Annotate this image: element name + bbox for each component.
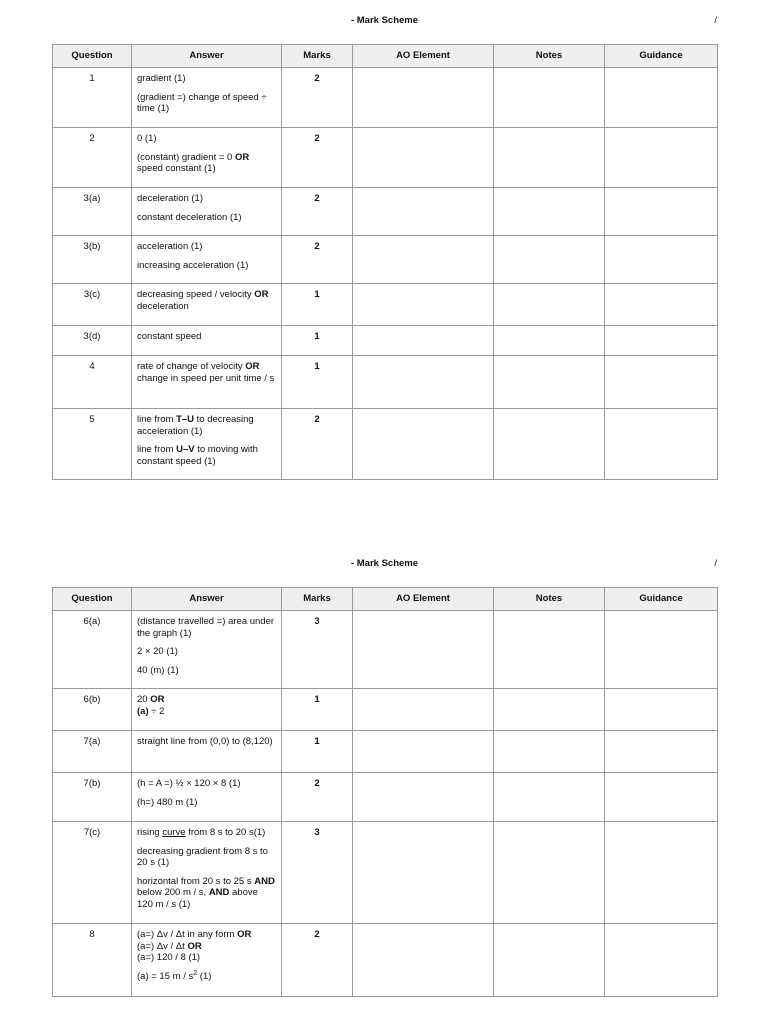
answer-text: (distance travelled =) area under the graph (1) [137, 616, 275, 639]
answer-keyword: U–V [176, 444, 195, 455]
answer-line [137, 876, 276, 911]
guidance-cell [605, 611, 718, 689]
table-row [53, 822, 718, 924]
question-cell: 7(b) [53, 773, 132, 822]
table-row [53, 236, 718, 284]
marks-cell: 2 [282, 409, 353, 480]
answer-text: constant deceleration (1) [137, 211, 242, 223]
guidance-cell [605, 731, 718, 773]
question-cell: 4 [53, 356, 132, 409]
marks-cell: 1 [282, 284, 353, 326]
question-cell: 3(c) [53, 284, 132, 326]
answer-keyword: OR [187, 940, 202, 952]
notes-cell [494, 188, 605, 236]
answer-line [137, 616, 276, 639]
answer-cell [132, 326, 282, 356]
notes-cell [494, 326, 605, 356]
guidance-cell [605, 68, 718, 128]
answer-cell [132, 731, 282, 773]
question-cell: 6(a) [53, 611, 132, 689]
marks-cell: 2 [282, 68, 353, 128]
guidance-cell [605, 409, 718, 480]
answer-line [137, 414, 276, 437]
answer-text: ÷ 2 [148, 705, 165, 717]
question-cell: 2 [53, 128, 132, 188]
notes-cell [494, 356, 605, 409]
table-row [53, 128, 718, 188]
answer-text: change in speed per unit time / s [137, 372, 275, 384]
notes-cell [494, 689, 605, 731]
table-row [53, 773, 718, 822]
answer-text: from 8 s to 20 s(1) [185, 827, 266, 838]
answer-line [137, 665, 276, 677]
answer-keyword: OR [234, 151, 250, 163]
page-title: - Mark Scheme [350, 15, 419, 26]
marks-cell: 3 [282, 611, 353, 689]
answer-text: gradient (1) [137, 73, 186, 84]
guidance-cell [605, 188, 718, 236]
answer-line [137, 797, 276, 809]
ao-element-cell [353, 773, 494, 822]
table-row [53, 409, 718, 480]
table-row [53, 284, 718, 326]
notes-cell [494, 731, 605, 773]
answer-cell [132, 356, 282, 409]
question-cell: 7(a) [53, 731, 132, 773]
mark-scheme-table-1 [52, 44, 718, 480]
column-header-answer: Answer [132, 588, 282, 611]
answer-line [137, 846, 276, 869]
marks-cell: 2 [282, 924, 353, 997]
mark-scheme-table-2 [52, 587, 718, 997]
column-header-answer: Answer [132, 45, 282, 68]
answer-text: (a=) Δv / Δt [137, 940, 188, 952]
notes-cell [494, 611, 605, 689]
answer-cell [132, 68, 282, 128]
answer-line [137, 971, 276, 983]
answer-text: deceleration [137, 300, 189, 312]
notes-cell [494, 822, 605, 924]
table-row [53, 611, 718, 689]
notes-cell [494, 284, 605, 326]
answer-line [137, 152, 276, 175]
question-cell: 7(c) [53, 822, 132, 924]
answer-line [137, 778, 276, 790]
header-slash: / [714, 558, 717, 569]
answer-cell [132, 409, 282, 480]
answer-line [137, 646, 276, 658]
column-header-guidance: Guidance [605, 45, 718, 68]
guidance-cell [605, 236, 718, 284]
answer-text: (1) [197, 970, 212, 982]
answer-keyword: (a) [137, 705, 149, 717]
answer-text: constant speed [137, 331, 202, 342]
answer-keyword: OR [245, 361, 260, 372]
answer-text: deceleration (1) [137, 193, 204, 204]
answer-text: below 200 m / s, [137, 887, 209, 898]
ao-element-cell [353, 689, 494, 731]
answer-text: to moving with constant speed (1) [137, 444, 258, 467]
marks-cell: 1 [282, 731, 353, 773]
ao-element-cell [353, 924, 494, 997]
answer-keyword: AND [208, 887, 230, 898]
answer-text: 2 × 20 (1) [137, 646, 178, 657]
answer-text: 0 (1) [137, 133, 157, 144]
answer-keyword: OR [254, 289, 269, 300]
ao-element-cell [353, 409, 494, 480]
answer-line [137, 929, 276, 964]
answer-line [137, 827, 276, 839]
ao-element-cell [353, 731, 494, 773]
answer-cell [132, 773, 282, 822]
answer-cell [132, 236, 282, 284]
table-row [53, 188, 718, 236]
marks-cell: 3 [282, 822, 353, 924]
answer-text: 20 [137, 694, 151, 705]
answer-text: (a=) 120 / 8 (1) [137, 952, 201, 963]
ao-element-cell [353, 611, 494, 689]
page-header-1 [52, 15, 717, 29]
ao-element-cell [353, 236, 494, 284]
answer-keyword: OR [150, 694, 165, 705]
notes-cell [494, 236, 605, 284]
question-cell: 3(d) [53, 326, 132, 356]
ao-element-cell [353, 356, 494, 409]
answer-cell [132, 611, 282, 689]
table-row [53, 356, 718, 409]
answer-line [137, 736, 276, 748]
column-header-marks: Marks [282, 588, 353, 611]
table-row [53, 68, 718, 128]
column-header-ao-element: AO Element [353, 45, 494, 68]
page-header-2 [52, 558, 717, 572]
notes-cell [494, 68, 605, 128]
answer-text: (a=) Δv / Δt in any form [137, 929, 238, 940]
ao-element-cell [353, 326, 494, 356]
table-row [53, 326, 718, 356]
question-cell: 1 [53, 68, 132, 128]
answer-cell [132, 924, 282, 997]
answer-keyword: OR [237, 929, 252, 940]
answer-text: (gradient =) change of speed ÷ time (1) [137, 91, 267, 114]
question-cell: 3(b) [53, 236, 132, 284]
notes-cell [494, 773, 605, 822]
answer-line [137, 92, 276, 115]
column-header-question: Question [53, 588, 132, 611]
answer-line [137, 241, 276, 253]
notes-cell [494, 128, 605, 188]
ao-element-cell [353, 68, 494, 128]
answer-cell [132, 284, 282, 326]
column-header-guidance: Guidance [605, 588, 718, 611]
guidance-cell [605, 773, 718, 822]
answer-text: decreasing speed / velocity [137, 289, 255, 300]
marks-cell: 2 [282, 128, 353, 188]
table-row [53, 689, 718, 731]
guidance-cell [605, 356, 718, 409]
ao-element-cell [353, 188, 494, 236]
guidance-cell [605, 689, 718, 731]
answer-text: to decreasing acceleration (1) [137, 414, 254, 437]
answer-cell [132, 188, 282, 236]
answer-text: decreasing gradient from 8 s to 20 s (1) [137, 845, 268, 868]
answer-text: 40 (m) (1) [137, 664, 179, 676]
answer-text: (h=) 480 m (1) [137, 796, 198, 808]
answer-text: (a) = 15 m / s [137, 970, 194, 982]
answer-text: increasing acceleration (1) [137, 259, 249, 271]
marks-cell: 1 [282, 326, 353, 356]
guidance-cell [605, 822, 718, 924]
table-row [53, 731, 718, 773]
answer-line [137, 361, 276, 384]
header-slash: / [714, 15, 717, 26]
answer-line [137, 331, 276, 343]
marks-cell: 1 [282, 356, 353, 409]
guidance-cell [605, 326, 718, 356]
question-cell: 3(a) [53, 188, 132, 236]
answer-text: line from [137, 414, 177, 425]
answer-text: above 120 m / s (1) [137, 887, 258, 910]
ao-element-cell [353, 128, 494, 188]
answer-line [137, 212, 276, 224]
answer-text: (constant) gradient = 0 [137, 151, 235, 163]
answer-text: line from [137, 444, 177, 455]
page-title: - Mark Scheme [350, 558, 419, 569]
notes-cell [494, 409, 605, 480]
answer-line [137, 289, 276, 312]
answer-text: straight line from (0,0) to (8,120) [137, 736, 273, 747]
guidance-cell [605, 128, 718, 188]
answer-text: curve [162, 827, 186, 838]
answer-line [137, 694, 276, 717]
question-cell: 5 [53, 409, 132, 480]
question-cell: 8 [53, 924, 132, 997]
answer-cell [132, 689, 282, 731]
marks-cell: 2 [282, 188, 353, 236]
guidance-cell [605, 284, 718, 326]
answer-text: horizontal from 20 s to 25 s [137, 875, 255, 887]
column-header-marks: Marks [282, 45, 353, 68]
column-header-notes: Notes [494, 588, 605, 611]
marks-cell: 1 [282, 689, 353, 731]
marks-cell: 2 [282, 236, 353, 284]
answer-line [137, 193, 276, 205]
answer-text: (h = A =) ½ × 120 × 8 (1) [137, 778, 241, 789]
answer-keyword: T–U [176, 414, 195, 425]
answer-line [137, 260, 276, 272]
answer-cell [132, 128, 282, 188]
column-header-question: Question [53, 45, 132, 68]
answer-line [137, 444, 276, 467]
ao-element-cell [353, 822, 494, 924]
table-header-row [53, 588, 718, 611]
ao-element-cell [353, 284, 494, 326]
table-row [53, 924, 718, 997]
answer-text: rate of change of velocity [137, 361, 246, 372]
answer-text: speed constant (1) [137, 163, 216, 174]
answer-cell [132, 822, 282, 924]
guidance-cell [605, 924, 718, 997]
column-header-ao-element: AO Element [353, 588, 494, 611]
notes-cell [494, 924, 605, 997]
table-header-row [53, 45, 718, 68]
answer-text: 2 [193, 969, 198, 977]
answer-line [137, 133, 276, 145]
question-cell: 6(b) [53, 689, 132, 731]
answer-text: acceleration (1) [137, 241, 203, 252]
answer-line [137, 73, 276, 85]
answer-keyword: AND [254, 875, 275, 887]
answer-text: rising [137, 827, 163, 838]
column-header-notes: Notes [494, 45, 605, 68]
marks-cell: 2 [282, 773, 353, 822]
